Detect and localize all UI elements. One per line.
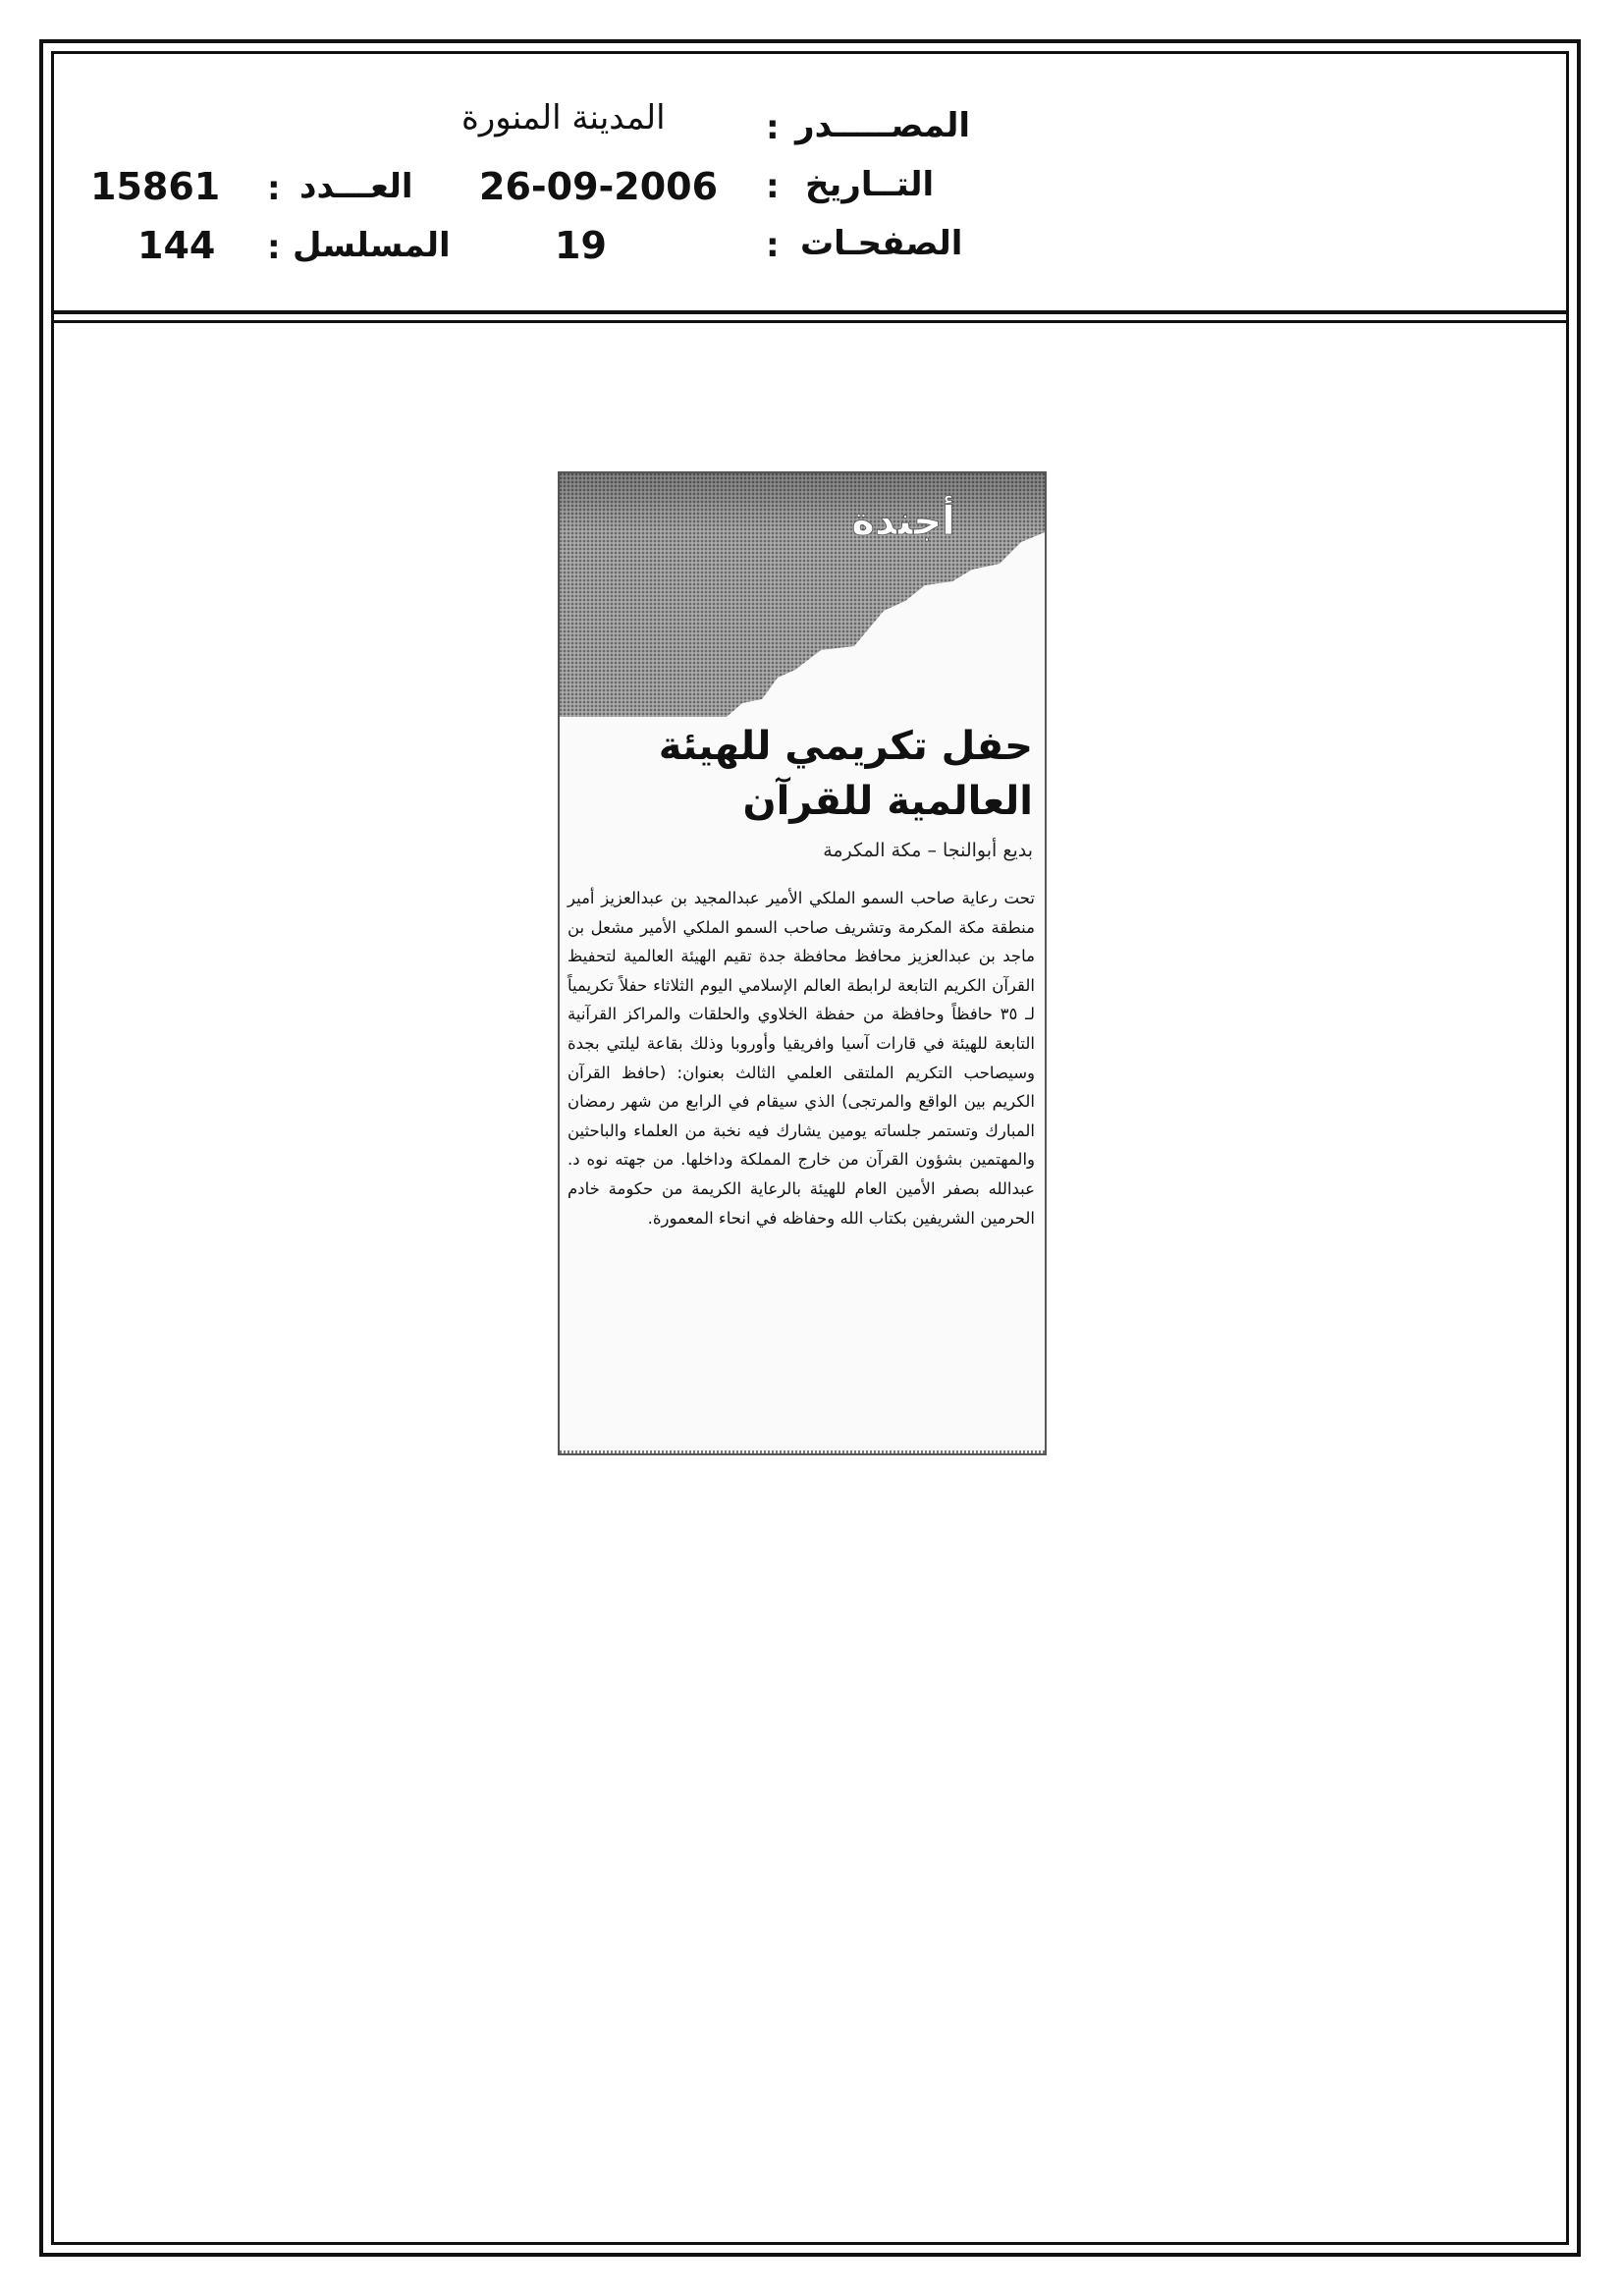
issue-value: 15861	[90, 165, 221, 208]
clipping-edge	[560, 1450, 1045, 1453]
serial-colon: :	[267, 228, 281, 267]
newspaper-clipping	[558, 471, 1047, 1455]
source-label: المصـــــدر	[795, 106, 971, 145]
issue-label: العـــدد	[299, 167, 413, 206]
article-headline: حفل تكريمي للهيئة العالمية للقرآن	[658, 724, 1033, 824]
pages-label: الصفحـات	[800, 224, 963, 263]
date-label: التــاريخ	[805, 165, 935, 204]
source-colon: :	[766, 108, 780, 147]
header-divider-second	[51, 320, 1569, 323]
source-value: المدينة المنورة	[461, 98, 666, 137]
section-label: أجندة	[851, 499, 955, 544]
header-divider	[51, 310, 1569, 314]
date-colon: :	[766, 167, 780, 206]
article-body: تحت رعاية صاحب السمو الملكي الأمير عبدالمجيد بن عبدالعزيز أمير منطقة مكة المكرمة وتشريف صاحب السمو الملكي الأمير مشعل بن ماجد بن عبدالعزيز محافظ محافظة جدة تقيم الهيئة العالمية لتحفيظ القرآن الكريم التابعة لرابطة العالم الإسلامي اليوم الثلاثاء حفلاً تكريمياً لـ ٣٥ حافظاً وحافظة من حفظة الخلاوي والحلقات والمراكز القرآنية التابعة للهيئة في قارات آسيا وافريقيا وأوروبا وذلك بقاعة ليلتي بجدة وسيصاحب التكريم الملتقى العلمي الثالث بعنوان: (حافظ القرآن الكريم بين الواقع والمرتجى) الذي سيقام في الرابع من شهر رمضان المبارك وتستمر جلساته يومين يشارك فيه نخبة من العلماء والباحثين والمهتمين بشؤون القرآن من خارج المملكة وداخلها. من جهته نوه د. عبدالله بصفر الأمين العام للهيئة بالرعاية الكريمة من حكومة خادم الحرمين الشريفين بكتاب الله وحفاظه في انحاء المعمورة.	[568, 889, 1035, 1228]
pages-value: 19	[555, 224, 607, 267]
pages-colon: :	[766, 226, 780, 265]
section-banner	[560, 473, 1045, 717]
issue-colon: :	[267, 169, 281, 208]
serial-label: المسلسل	[293, 226, 451, 265]
date-value: 26-09-2006	[479, 165, 719, 208]
article-byline: بديع أبوالنجا – مكة المكرمة	[823, 840, 1033, 861]
serial-value: 144	[137, 224, 216, 267]
